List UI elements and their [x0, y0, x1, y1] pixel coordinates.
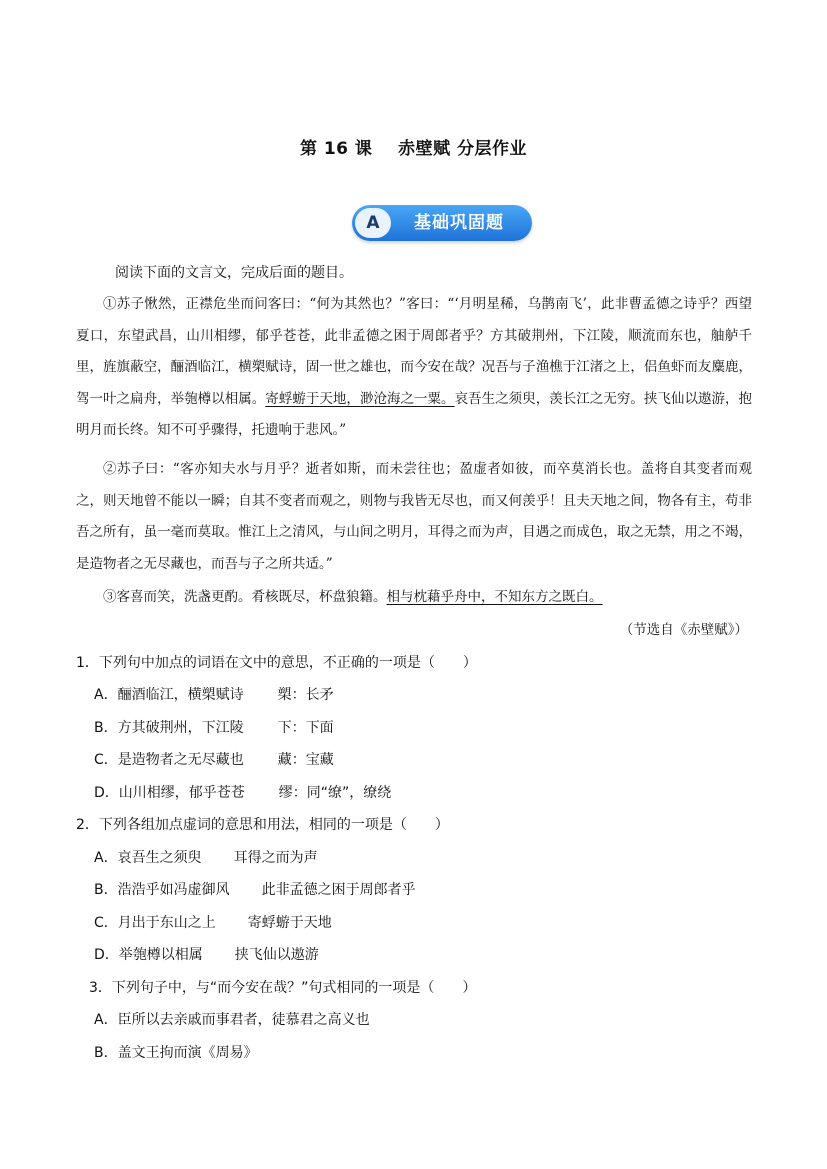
underlined-sentence: 相与枕藉乎舟中，不知东方之既白。: [386, 589, 603, 605]
question-2-option-d: [94, 944, 319, 964]
lesson-name: 赤壁赋 分层作业: [398, 139, 528, 159]
section-letter: A: [355, 208, 391, 238]
option-text: D．举匏樽以相属: [94, 947, 203, 963]
passage-source: （节选自《赤壁赋》）: [619, 622, 748, 638]
passage-text: ③客喜而笑，洗盏更酌。肴核既尽，杯盘狼籍。: [103, 589, 387, 605]
instruction-text: 阅读下面的文言文，完成后面的题目。: [115, 265, 353, 281]
section-label: 基础巩固题: [414, 213, 504, 233]
option-gloss: 缪：同“缭”，缭绕: [278, 785, 392, 801]
passage-paragraph-2: ②苏子曰：“客亦知夫水与月乎？逝者如斯，而未尝往也；盈虚者如彼，而卒莫消长也。盖将自其变者而观之，则天地曾不能以一瞬；自其不变者而观之，则物与我皆无尽也，而又何羡乎！且夫天地之间，物各有主，苟非吾之所有，虽一毫而莫取。惟江上之清风，与山间之明月，耳得之而为声，目遇之而成色，取之无禁，用之不竭，是造物者之无尽藏也，而吾与子之所共适。”: [76, 461, 752, 572]
question-3-option-b: B．盖文王拘而演《周易》: [94, 1045, 258, 1061]
option-text: C．是造物者之无尽藏也: [94, 752, 244, 768]
option-gloss: 耳得之而为声: [233, 850, 318, 866]
question-1-option-b: [94, 717, 334, 737]
question-2-stem: 2．下列各组加点虚词的意思和用法，相同的一项是（ ）: [76, 817, 449, 833]
option-gloss: 寄蜉蝣于天地: [247, 915, 332, 931]
page-title: [0, 134, 827, 159]
option-text: B．方其破荆州，下江陵: [94, 720, 244, 736]
passage-paragraph-1: [76, 289, 752, 447]
option-text: D．山川相缪，郁乎苍苍: [94, 785, 245, 801]
option-text: C．月出于东山之上: [94, 915, 216, 931]
option-gloss: 槊：长矛: [277, 687, 334, 703]
underlined-sentence: 寄蜉蝣于天地，渺沧海之一粟。: [265, 390, 455, 407]
option-gloss: 藏：宝藏: [277, 752, 334, 768]
question-2-option-a: [94, 847, 318, 867]
passage-text: ①苏子愀然，正襟危坐而问客曰：“何为其然也？”客曰：“‘月明星稀，乌鹊南飞’，此非曹孟德之诗乎？西望夏口，东望武昌，山川相缪，郁乎苍苍，此非孟德之困于周郎者乎？方其破荆州，下江陵，顺流而东也，舳舻千里，旌旗蔽空，酾酒临江，横槊赋诗，固一世之雄也，而今安在哉？况吾与子渔樵于江渚之上，侣鱼虾而友麋鹿，驾一叶之扁舟，举匏樽以相属。: [76, 296, 752, 407]
passage-paragraph-3: [76, 582, 752, 614]
question-3-stem: 3．下列句子中，与“而今安在哉？”句式相同的一项是（ ）: [89, 980, 477, 996]
question-1-option-c: [94, 749, 334, 769]
question-2-option-b: [94, 879, 416, 899]
question-3-option-a: A．臣所以去亲戚而事君者，徒慕君之高义也: [94, 1012, 370, 1028]
option-text: B．浩浩乎如冯虚御风: [94, 882, 230, 898]
question-1-option-a: [94, 684, 334, 704]
passage-text: 哀吾生之须臾，羡长江之无穷。挟飞仙以遨游，抱明月而长终。知不可乎骤得，托遗响于悲风。”: [76, 390, 753, 438]
question-1-option-d: [94, 782, 391, 802]
question-2-option-c: [94, 912, 332, 932]
section-badge: [352, 205, 532, 241]
option-text: A．酾酒临江，横槊赋诗: [94, 687, 244, 703]
option-gloss: 下：下面: [277, 720, 334, 736]
option-text: A．哀吾生之须臾: [94, 850, 202, 866]
question-1-stem: 1．下列句中加点的词语在文中的意思，不正确的一项是（ ）: [76, 655, 477, 671]
lesson-number: 第 16 课: [299, 139, 373, 159]
option-gloss: 此非孟德之困于周郎者乎: [261, 882, 416, 898]
option-gloss: 挟飞仙以遨游: [234, 947, 319, 963]
